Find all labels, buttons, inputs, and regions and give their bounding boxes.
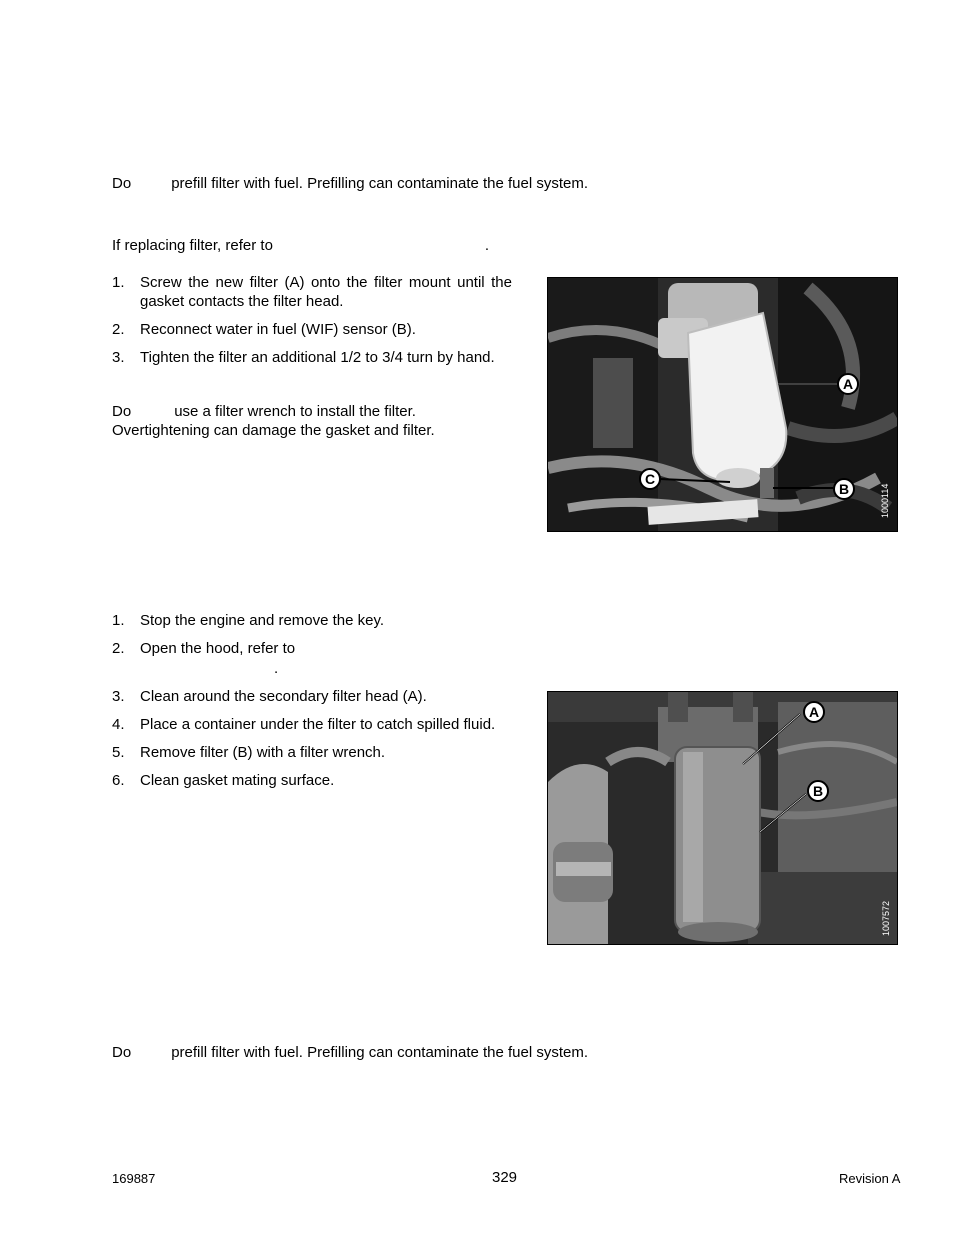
removal-step-3 [112,687,512,706]
step-number: 1. [112,612,125,629]
step-text: Remove filter (B) with a filter wrench. [140,744,386,761]
notice-3-do: Do [112,1044,132,1061]
step-number: 4. [112,716,125,733]
step-text: Clean around the secondary filter head (A). [140,688,427,705]
step-text: Place a container under the filter to catch spilled fluid. [140,716,496,733]
notice-1 [112,175,588,192]
callout-b [808,781,828,801]
removal-step-1 [112,611,512,630]
svg-text:B: B [838,481,850,497]
step-text: Stop the engine and remove the key. [140,612,385,629]
install-step-3 [112,348,512,367]
step-number: 5. [112,744,125,761]
step-number: 3. [112,688,125,705]
notice-3-text: prefill filter with fuel. Prefilling can contaminate the fuel system. [171,1044,589,1061]
install-step-2 [112,320,512,339]
step-text: Reconnect water in fuel (WIF) sensor (B). [140,321,416,338]
notice-1-text: prefill filter with fuel. Prefilling can contaminate the fuel system. [171,175,589,192]
callout-c [640,469,660,489]
step-text: Tighten the filter an additional 1/2 to 3/4 turn by hand. [140,349,495,366]
step-text: Open the hood, refer to [140,640,296,657]
footer-page-number: 329 [492,1169,518,1186]
removal-step-2 [112,639,512,677]
figure-secondary-filter [547,691,898,945]
notice-1-do: Do [112,175,132,192]
notice-2-line-1 [112,403,416,420]
svg-text:B: B [812,783,824,799]
install-step-1 [112,273,512,311]
step-number: 6. [112,772,125,789]
notice-2-text: use a filter wrench to install the filter. [174,403,416,420]
footer-doc-number: 169887 [112,1171,156,1186]
callout-a [838,374,858,394]
notice-2-do: Do [112,403,132,420]
step-number: 3. [112,349,125,366]
svg-text:C: C [644,471,656,487]
replacing-reference [112,237,489,254]
fuel-filter-photo [548,278,897,531]
removal-step-5 [112,743,512,762]
step-number: 2. [112,640,125,657]
footer-revision: Revision A [839,1171,901,1186]
replacing-text: If replacing filter, refer to [112,237,273,254]
svg-text:A: A [842,376,854,392]
callout-b [834,479,854,499]
secondary-filter-photo [548,692,897,944]
figure-fuel-filter-install [547,277,898,532]
callout-a [804,702,824,722]
figure-1-id: 1000114 [880,483,890,518]
step-2-period: . [274,660,279,677]
svg-text:A: A [808,704,820,720]
replacing-period: . [484,237,490,254]
step-number: 1. [112,274,125,291]
removal-step-4 [112,715,512,734]
notice-2-line-2: Overtightening can damage the gasket and filter. [112,422,435,439]
step-number: 2. [112,321,125,338]
step-text: Screw the new filter (A) onto the filter mount until the gasket contacts the filter head. [140,274,512,310]
step-text: Clean gasket mating surface. [140,772,335,789]
notice-3 [112,1044,588,1061]
figure-2-id: 1007572 [881,900,891,936]
removal-step-6 [112,771,512,790]
